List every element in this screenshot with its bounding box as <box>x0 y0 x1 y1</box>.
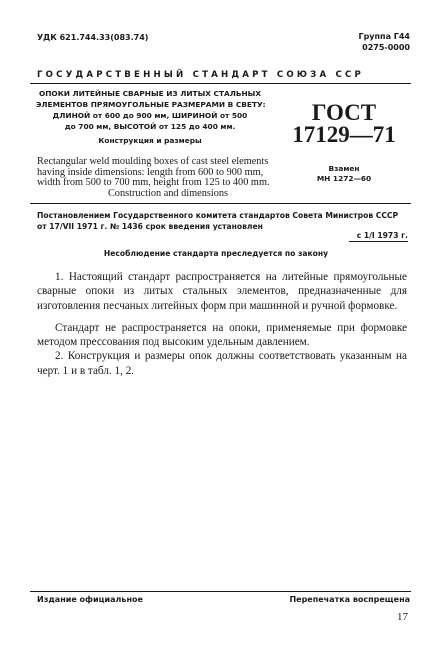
gost-number: 17129—71 <box>292 122 396 147</box>
page-number: 17 <box>397 611 408 623</box>
title-line: ДЛИНОЙ от 600 до 900 мм, ШИРИНОЙ от 500 <box>52 111 248 120</box>
resolution-line: от 17/VII 1971 г. № 1436 срок введения установлен <box>37 222 263 231</box>
gost-label: ГОСТ <box>311 100 377 125</box>
legal-warning: Несоблюдение стандарта преследуется по закону <box>103 249 329 258</box>
english-subtitle: Construction and dimensions <box>107 187 229 199</box>
middle-divider <box>30 203 411 204</box>
title-line: до 700 мм, ВЫСОТОЙ от 125 до 400 мм. <box>64 122 236 131</box>
replaces-value: МН 1272—60 <box>316 174 372 183</box>
english-title-line: having inside dimensions: length from 600 to 900 mm, <box>37 166 264 178</box>
title-line: ОПОКИ ЛИТЕЙНЫЕ СВАРНЫЕ ИЗ ЛИТЫХ СТАЛЬНЫХ <box>38 89 262 98</box>
reprint-notice: Перепечатка воспрещена <box>289 595 410 604</box>
resolution-line: Постановлением Государственного комитета стандартов Совета Министров СССР <box>37 211 399 220</box>
classification-code: 0275-0000 <box>362 43 410 52</box>
udk-code: УДК 621.744.33(083.74) <box>37 33 149 42</box>
effective-date: с 1/I 1973 г. <box>356 231 408 240</box>
paragraph-scope: 1. Настоящий стандарт распространяется на литейные прямоугольные сварные опоки из литых стальных элементов, предназначенные для изготовления песчаных литейных форм при машинной и ручной формовке. <box>37 271 407 312</box>
english-title <box>37 157 299 199</box>
paragraph-exclusion: Стандарт не распространяется на опоки, применяемые при формовке методом прессования под высоким удельным давлением. <box>37 321 407 349</box>
replaces-label: Взамен <box>328 164 360 173</box>
standard-title <box>36 88 264 146</box>
paragraph-design: 2. Конструкция и размеры опок должны соответствовать указанным на черт. 1 и в табл. 1, 2. <box>37 350 407 377</box>
state-standard-heading: ГОСУДАРСТВЕННЫЙ СТАНДАРТ СОЮЗА ССР <box>37 70 365 80</box>
effective-date-underline <box>349 241 408 242</box>
title-subtitle: Конструкция и размеры <box>98 136 202 145</box>
group-code <box>358 31 410 53</box>
gost-number-block <box>289 102 399 146</box>
english-title-line: Rectangular weld moulding boxes of cast steel elements <box>37 156 269 167</box>
top-divider <box>30 83 411 84</box>
footer-divider <box>30 591 411 592</box>
group-line: Группа Г44 <box>358 32 410 41</box>
title-line: ЭЛЕМЕНТОВ ПРЯМОУГОЛЬНЫЕ РАЗМЕРАМИ В СВЕТУ: <box>36 100 266 109</box>
official-edition-label: Издание официальное <box>37 595 143 604</box>
english-title-line: width from 500 to 700 mm, height from 125 to 400 mm. <box>37 177 270 188</box>
replaces-block <box>296 164 392 184</box>
resolution-text <box>37 210 407 232</box>
standard-body <box>37 270 407 378</box>
